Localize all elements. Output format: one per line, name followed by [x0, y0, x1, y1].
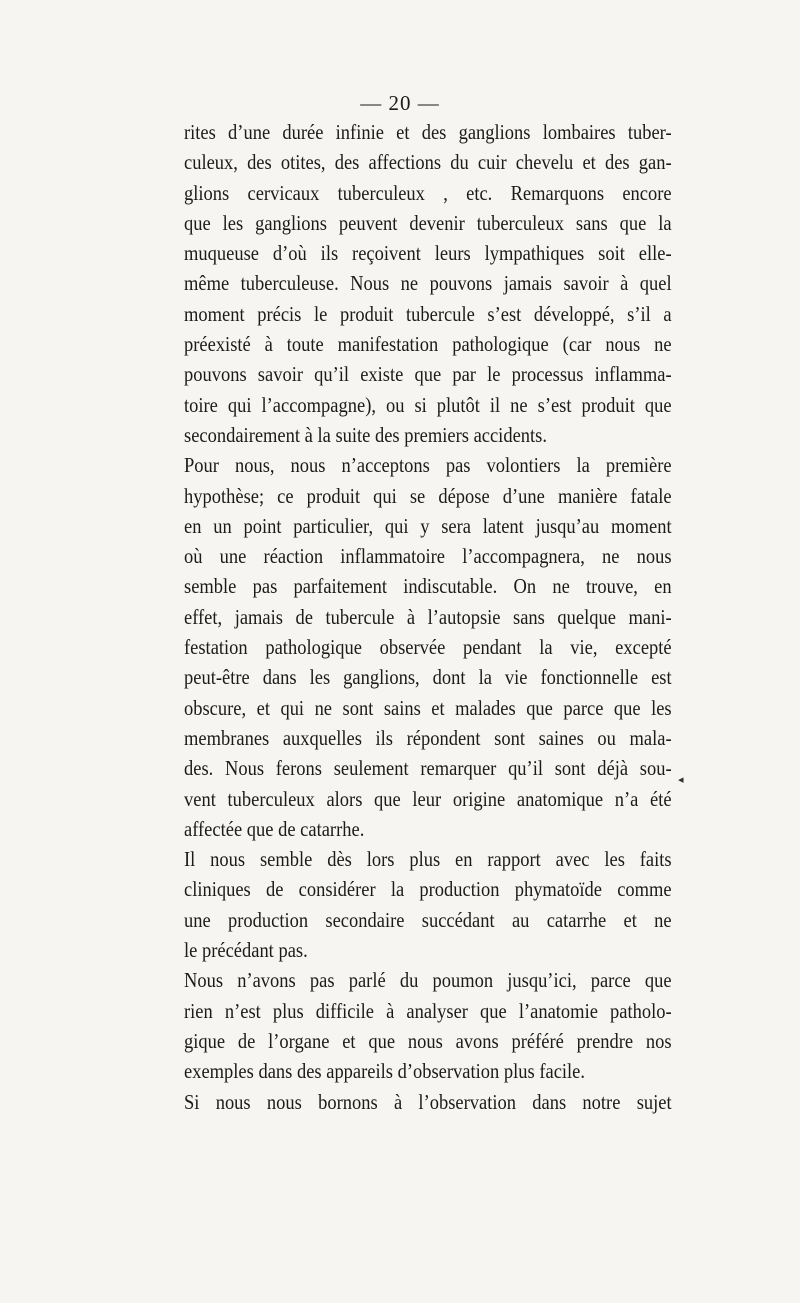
text-line: peut-être dans les ganglions, dont la vie fonctionnelle est [184, 665, 672, 690]
text-line: Si nous nous bornons à l’observation dans notre sujet [184, 1089, 672, 1114]
text-line: toire qui l’accompagne), ou si plutôt il ne s’est produit que [184, 392, 672, 417]
text-line: festation pathologique observée pendant la vie, excepté [184, 635, 672, 660]
text-line: affectée que de catarrhe. [184, 816, 365, 841]
text-line: rien n’est plus difficile à analyser que l’anatomie patholo- [184, 998, 672, 1023]
text-line: hypothèse; ce produit qui se dépose d’une manière fatale [184, 483, 672, 508]
text-line: où une réaction inflammatoire l’accompagnera, ne nous [184, 544, 672, 569]
text-line: culeux, des otites, des affections du cuir chevelu et des gan- [184, 150, 672, 175]
text-line: rites d’une durée infinie et des ganglions lombaires tuber- [184, 120, 672, 144]
text-line: exemples dans des appareils d’observation plus facile. [184, 1059, 586, 1084]
text-line: cliniques de considérer la production phymatoïde comme [184, 877, 672, 902]
text-line: même tuberculeuse. Nous ne pouvons jamais savoir à quel [184, 271, 672, 296]
text-line: glions cervicaux tuberculeux , etc. Remarquons encore [184, 180, 672, 205]
text-line: pouvons savoir qu’il existe que par le processus inflamma- [184, 362, 672, 387]
text-line: obscure, et qui ne sont sains et malades que parce que les [184, 695, 672, 720]
text-line: effet, jamais de tubercule à l’autopsie sans quelque mani- [184, 604, 672, 629]
text-line: semble pas parfaitement indiscutable. On ne trouve, en [184, 574, 672, 599]
text-line: des. Nous ferons seulement remarquer qu’il sont déjà sou- [184, 756, 672, 781]
text-line: Il nous semble dès lors plus en rapport avec les faits [184, 847, 672, 872]
text-line: gique de l’organe et que nous avons préféré prendre nos [184, 1028, 672, 1053]
margin-mark: ◂ [678, 774, 684, 786]
text-line: une production secondaire succédant au catarrhe et ne [184, 907, 672, 932]
text-line: Pour nous, nous n’acceptons pas volontiers la première [184, 453, 672, 478]
text-line: membranes auxquelles ils répondent sont saines ou mala- [184, 725, 672, 750]
text-line: en un point particulier, qui y sera latent jusqu’au moment [184, 513, 672, 538]
text-line: moment précis le produit tubercule s’est développé, s’il a [184, 301, 672, 326]
text-line: préexisté à toute manifestation pathologique (car nous ne [184, 332, 672, 357]
text-line: Nous n’avons pas parlé du poumon jusqu’ici, parce que [184, 968, 672, 993]
text-line: que les ganglions peuvent devenir tuberculeux sans que la [184, 210, 672, 235]
text-line: le précédant pas. [184, 938, 308, 963]
page-number: — 20 — [360, 91, 440, 115]
text-line: secondairement à la suite des premiers accidents. [184, 422, 547, 447]
text-line: muqueuse d’où ils reçoivent leurs lympathiques soit elle- [184, 241, 672, 266]
body-text [184, 117, 672, 1117]
text-line: vent tuberculeux alors que leur origine anatomique n’a été [184, 786, 672, 811]
